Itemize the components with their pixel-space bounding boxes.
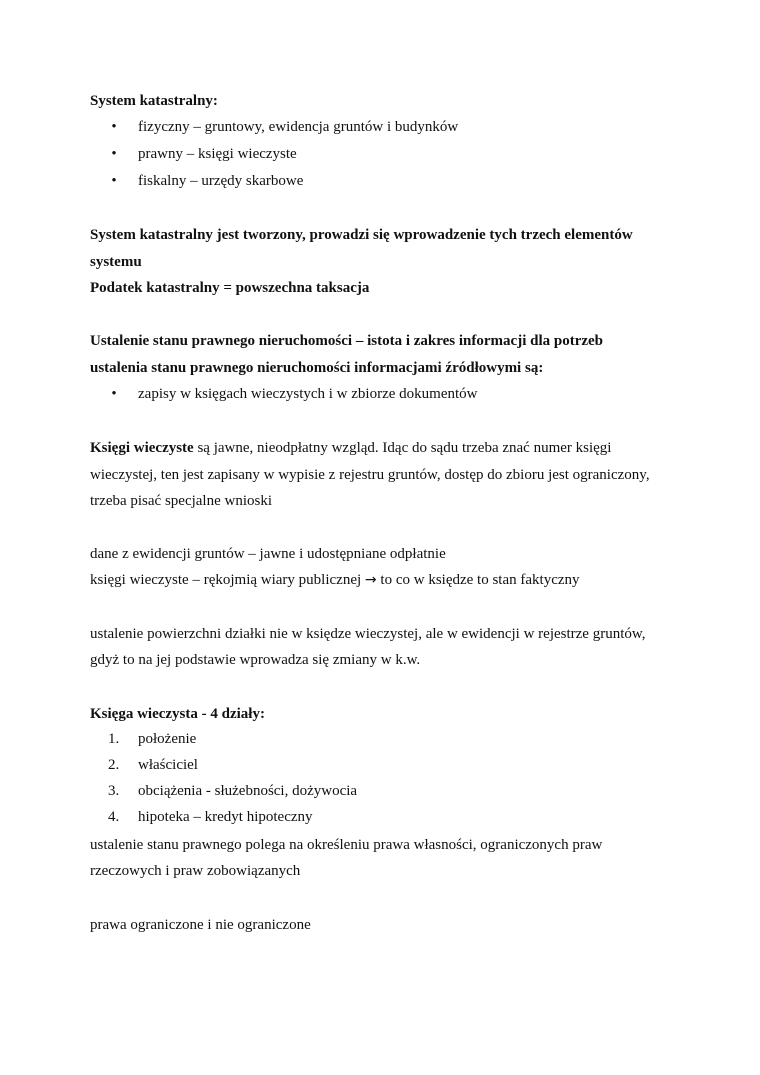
list-item	[90, 386, 690, 404]
list-number: 1.	[108, 731, 120, 747]
right-arrow-icon: →	[364, 572, 377, 588]
list-number: 2.	[108, 757, 120, 773]
ksiegi-paragraph-line	[90, 439, 611, 457]
ustalenie-line: ustalenia stanu prawnego nieruchomości informacjami źródłowymi są:	[90, 360, 544, 376]
list-item	[90, 731, 690, 749]
bullet-icon: •	[111, 386, 117, 402]
list-item-text: fiskalny – urzędy skarbowe	[138, 173, 304, 189]
list-number: 3.	[108, 783, 120, 799]
bold-paragraph-line: System katastralny jest tworzony, prowadzi się wprowadzenie tych trzech elementów	[90, 227, 633, 243]
ksiega-heading: Księga wieczysta - 4 działy:	[90, 706, 265, 722]
list-item	[90, 173, 690, 191]
powierzchnia-line: ustalenie powierzchni działki nie w księdze wieczystej, ale w ewidencji w rejestrze gruntów,	[90, 626, 646, 642]
rekojmia-line	[90, 571, 580, 589]
list-item	[90, 119, 690, 137]
list-item	[90, 757, 690, 775]
bullet-icon: •	[111, 119, 117, 135]
ksiegi-term: Księgi wieczyste	[90, 440, 194, 456]
ksiegi-paragraph-line: wieczystej, ten jest zapisany w wypisie z rejestru gruntów, dostęp do zbioru jest ograniczony,	[90, 467, 650, 483]
bold-paragraph-line: systemu	[90, 254, 142, 270]
podatek-line: Podatek katastralny = powszechna taksacja	[90, 280, 370, 296]
system-heading: System katastralny:	[90, 93, 218, 109]
ksiegi-paragraph-line: trzeba pisać specjalne wnioski	[90, 493, 273, 509]
list-item-text: prawny – księgi wieczyste	[138, 146, 297, 162]
ustalenie-line: Ustalenie stanu prawnego nieruchomości – istota i zakres informacji dla potrzeb	[90, 333, 604, 349]
list-item-text: fizyczny – gruntowy, ewidencja gruntów i budynków	[138, 119, 459, 135]
list-item-text: hipoteka – kredyt hipoteczny	[138, 809, 313, 825]
ksiegi-text: są jawne, nieodpłatny wzgląd. Idąc do sądu trzeba znać numer księgi	[193, 440, 612, 456]
list-item-text: zapisy w księgach wieczystych i w zbiorze dokumentów	[138, 386, 478, 402]
list-number: 4.	[108, 809, 120, 825]
list-item-text: właściciel	[138, 757, 198, 773]
dane-line: dane z ewidencji gruntów – jawne i udostępniane odpłatnie	[90, 546, 446, 562]
list-item	[90, 809, 690, 827]
rekojmia-text: księgi wieczyste – rękojmią wiary publicznej	[90, 572, 365, 588]
list-item	[90, 146, 690, 164]
powierzchnia-line: gdyż to na jej podstawie wprowadza się zmiany w k.w.	[90, 652, 421, 668]
bullet-icon: •	[111, 146, 117, 162]
stan-line: ustalenie stanu prawnego polega na określeniu prawa własności, ograniczonych praw	[90, 837, 603, 853]
stan-line: rzeczowych i praw zobowiązanych	[90, 863, 301, 879]
bullet-icon: •	[111, 173, 117, 189]
rekojmia-text: to co w księdze to stan faktyczny	[376, 572, 580, 588]
list-item-text: położenie	[138, 731, 197, 747]
prawa-line: prawa ograniczone i nie ograniczone	[90, 917, 311, 933]
list-item-text: obciążenia - służebności, dożywocia	[138, 783, 358, 799]
list-item	[90, 783, 690, 801]
